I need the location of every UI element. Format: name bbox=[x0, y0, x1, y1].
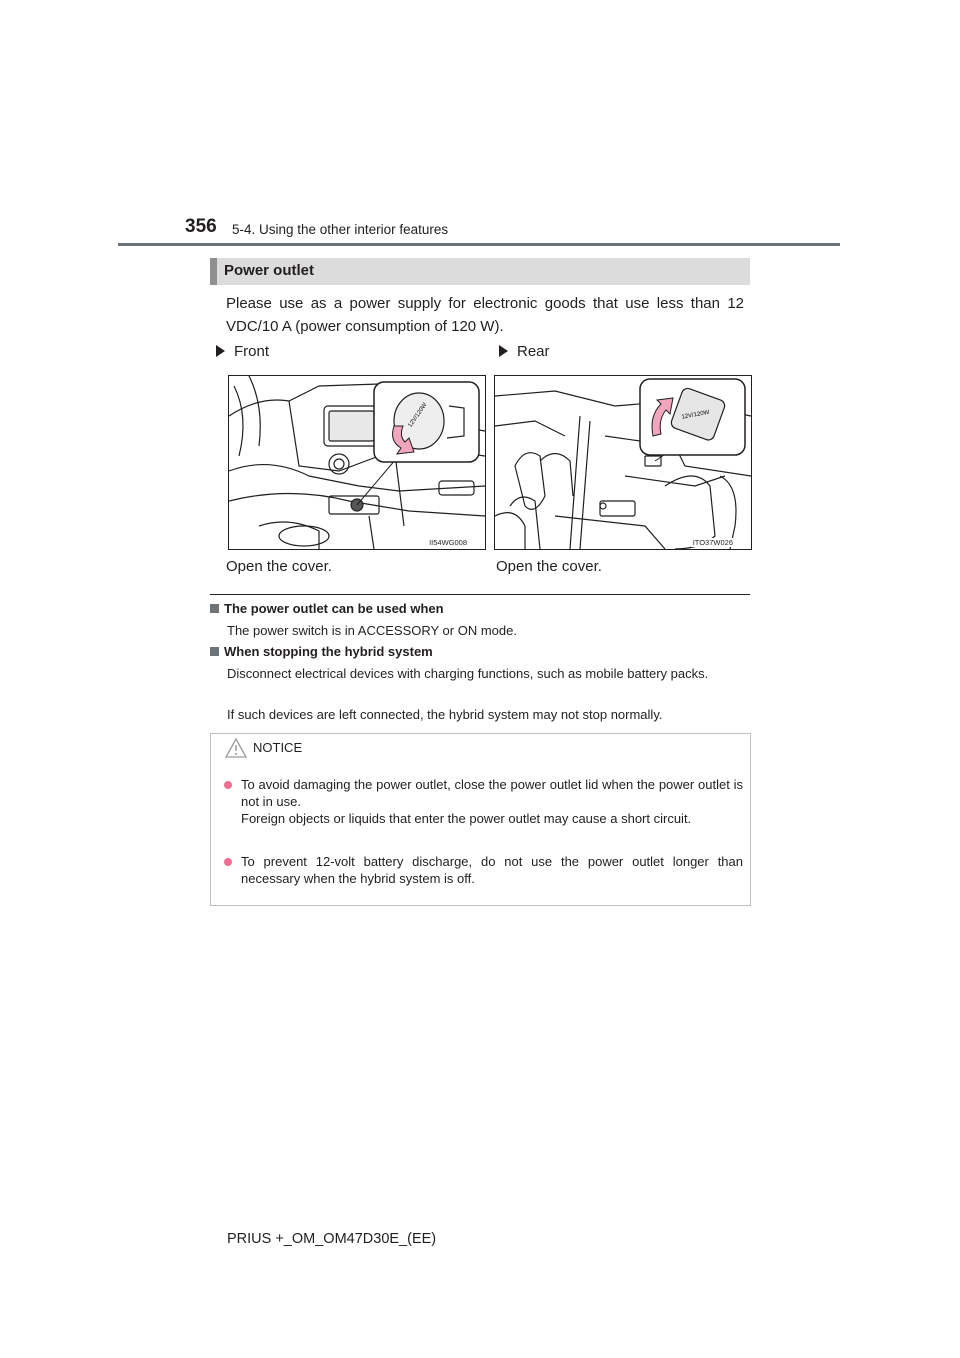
note-heading: When stopping the hybrid system bbox=[210, 644, 433, 659]
note-heading: The power outlet can be used when bbox=[210, 601, 444, 616]
triangle-bullet-icon bbox=[216, 345, 225, 357]
rear-label: Rear bbox=[499, 343, 550, 360]
pink-bullet-icon bbox=[224, 781, 232, 789]
notice-item bbox=[241, 776, 743, 827]
section-title-bar bbox=[210, 258, 750, 285]
front-caption: Open the cover. bbox=[226, 558, 332, 575]
square-bullet-icon bbox=[210, 647, 219, 656]
running-header: 5-4. Using the other interior features bbox=[232, 222, 449, 237]
notice-title: NOTICE bbox=[253, 740, 303, 755]
rear-caption: Open the cover. bbox=[496, 558, 602, 575]
pink-bullet-icon bbox=[224, 858, 232, 866]
notice-item-text: To prevent 12-volt battery discharge, do not use the power outlet longer than necessary when the hybrid system is off. bbox=[241, 854, 743, 886]
section-title: Power outlet bbox=[224, 262, 315, 279]
notice-item-text: Foreign objects or liquids that enter the power outlet may cause a short circuit. bbox=[241, 811, 692, 826]
square-bullet-icon bbox=[210, 604, 219, 613]
rear-inset-label: 12V/120W bbox=[681, 409, 710, 421]
page-number: 356 bbox=[185, 216, 217, 237]
divider bbox=[210, 594, 750, 595]
rear-figure bbox=[494, 375, 752, 550]
note-paragraph: The power switch is in ACCESSORY or ON mode. bbox=[227, 623, 517, 638]
note-paragraph: Disconnect electrical devices with charging functions, such as mobile battery packs. bbox=[227, 666, 709, 681]
rear-figure-code: ITO37W026 bbox=[692, 538, 733, 547]
section-title-accent bbox=[210, 258, 217, 285]
triangle-bullet-icon bbox=[499, 345, 508, 357]
warning-triangle-icon bbox=[225, 738, 247, 758]
notice-item bbox=[241, 853, 743, 887]
footer-doc-code: PRIUS +_OM_OM47D30E_(EE) bbox=[227, 1231, 437, 1247]
front-inset-label: 12V/120W bbox=[407, 402, 429, 429]
intro-paragraph: Please use as a power supply for electronic goods that use less than 12 VDC/10 A (power consumption of 120 W). bbox=[226, 295, 744, 335]
rear-outlet-illustration bbox=[495, 376, 751, 549]
front-outlet-illustration bbox=[229, 376, 485, 549]
header-rule bbox=[118, 243, 840, 246]
front-figure-code: II54WG008 bbox=[429, 538, 467, 547]
front-label: Front bbox=[216, 343, 269, 360]
note-paragraph: If such devices are left connected, the hybrid system may not stop normally. bbox=[227, 707, 663, 722]
front-figure bbox=[228, 375, 486, 550]
notice-item-text: To avoid damaging the power outlet, close the power outlet lid when the power outlet is not in use. bbox=[241, 777, 743, 809]
